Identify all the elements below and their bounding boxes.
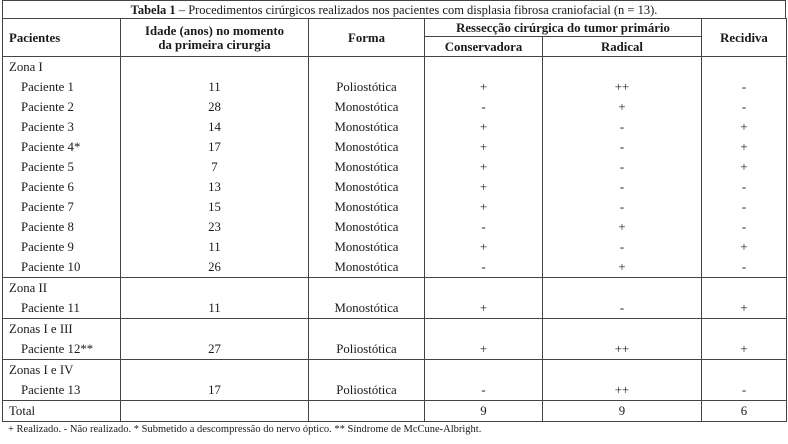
group-row [3, 360, 787, 381]
cell-forma: Poliostótica [309, 339, 425, 360]
cell-radical: ++ [543, 380, 702, 401]
cell-idade: 28 [121, 97, 309, 117]
empty-cell [702, 278, 787, 299]
group-label: Zonas I e IV [3, 360, 121, 381]
cell-radical: - [543, 117, 702, 137]
cell-conservadora: + [425, 237, 543, 257]
cell-conservadora: - [425, 97, 543, 117]
cell-idade: 14 [121, 117, 309, 137]
group-label: Zona I [3, 57, 121, 78]
empty-cell [425, 360, 543, 381]
table-row [3, 298, 787, 319]
table-row [3, 257, 787, 278]
table-row [3, 339, 787, 360]
empty-cell [309, 401, 425, 422]
cell-idade: 15 [121, 197, 309, 217]
caption-text: – Procedimentos cirúrgicos realizados nos pacientes com displasia fibrosa craniofacial (n = 13). [175, 3, 658, 17]
empty-cell [309, 57, 425, 78]
cell-radical: + [543, 257, 702, 278]
cell-forma: Monostótica [309, 157, 425, 177]
group-row [3, 319, 787, 340]
cell-forma: Monostótica [309, 217, 425, 237]
total-recidiva: 6 [702, 401, 787, 422]
cell-conservadora: - [425, 380, 543, 401]
cell-recidiva: + [702, 298, 787, 319]
cell-idade: 17 [121, 137, 309, 157]
table-row [3, 77, 787, 97]
cell-radical: - [543, 137, 702, 157]
cell-conservadora: + [425, 177, 543, 197]
cell-recidiva: - [702, 217, 787, 237]
total-label: Total [3, 401, 121, 422]
cell-radical: - [543, 197, 702, 217]
cell-conservadora: - [425, 217, 543, 237]
cell-conservadora: + [425, 157, 543, 177]
cell-conservadora: + [425, 77, 543, 97]
empty-cell [309, 319, 425, 340]
empty-cell [543, 360, 702, 381]
cell-recidiva: + [702, 157, 787, 177]
patient-name: Paciente 10 [3, 257, 121, 278]
patient-name: Paciente 4* [3, 137, 121, 157]
cell-forma: Monostótica [309, 257, 425, 278]
cell-radical: - [543, 157, 702, 177]
cell-forma: Monostótica [309, 298, 425, 319]
cell-forma: Monostótica [309, 237, 425, 257]
cell-radical: ++ [543, 77, 702, 97]
cell-radical: ++ [543, 339, 702, 360]
empty-cell [121, 360, 309, 381]
cell-idade: 11 [121, 77, 309, 97]
cell-idade: 27 [121, 339, 309, 360]
empty-cell [702, 360, 787, 381]
cell-recidiva: - [702, 177, 787, 197]
total-radical: 9 [543, 401, 702, 422]
cell-conservadora: - [425, 257, 543, 278]
table-row [3, 217, 787, 237]
header-idade [121, 19, 309, 57]
group-row [3, 278, 787, 299]
patient-name: Paciente 5 [3, 157, 121, 177]
cell-idade: 17 [121, 380, 309, 401]
table-row [3, 157, 787, 177]
empty-cell [121, 401, 309, 422]
patient-name: Paciente 9 [3, 237, 121, 257]
cell-recidiva: + [702, 117, 787, 137]
empty-cell [121, 278, 309, 299]
table-row [3, 117, 787, 137]
cell-conservadora: + [425, 137, 543, 157]
empty-cell [702, 57, 787, 78]
cell-idade: 13 [121, 177, 309, 197]
header-forma: Forma [309, 19, 425, 57]
empty-cell [121, 319, 309, 340]
patient-name: Paciente 12** [3, 339, 121, 360]
procedures-table [2, 18, 787, 422]
cell-conservadora: + [425, 117, 543, 137]
table-row [3, 137, 787, 157]
cell-forma: Poliostótica [309, 77, 425, 97]
header-pacientes: Pacientes [3, 19, 121, 57]
empty-cell [425, 57, 543, 78]
cell-forma: Monostótica [309, 117, 425, 137]
cell-recidiva: - [702, 77, 787, 97]
cell-radical: - [543, 298, 702, 319]
cell-recidiva: + [702, 137, 787, 157]
header-conservadora: Conservadora [425, 37, 543, 57]
table-row [3, 177, 787, 197]
group-label: Zona II [3, 278, 121, 299]
group-row [3, 57, 787, 78]
cell-forma: Monostótica [309, 197, 425, 217]
empty-cell [702, 319, 787, 340]
total-row [3, 401, 787, 422]
total-conservadora: 9 [425, 401, 543, 422]
cell-forma: Monostótica [309, 137, 425, 157]
cell-radical: + [543, 97, 702, 117]
patient-name: Paciente 8 [3, 217, 121, 237]
cell-radical: + [543, 217, 702, 237]
cell-recidiva: + [702, 339, 787, 360]
table-row [3, 97, 787, 117]
cell-radical: - [543, 237, 702, 257]
empty-cell [543, 319, 702, 340]
cell-radical: - [543, 177, 702, 197]
group-label: Zonas I e III [3, 319, 121, 340]
empty-cell [309, 360, 425, 381]
table-footnote: + Realizado. - Não realizado. * Submetido a descompressão do nervo óptico. ** Síndrome de McCune-Albright. [8, 424, 482, 435]
header-recidiva: Recidiva [702, 19, 787, 57]
empty-cell [121, 57, 309, 78]
patient-name: Paciente 2 [3, 97, 121, 117]
header-idade-line2: da primeira cirurgia [158, 37, 271, 52]
empty-cell [543, 57, 702, 78]
empty-cell [425, 278, 543, 299]
cell-idade: 23 [121, 217, 309, 237]
cell-idade: 11 [121, 237, 309, 257]
patient-name: Paciente 6 [3, 177, 121, 197]
header-resseccao: Ressecção cirúrgica do tumor primário [425, 19, 702, 37]
table-row [3, 237, 787, 257]
table-body [3, 57, 787, 422]
cell-recidiva: - [702, 97, 787, 117]
patient-name: Paciente 3 [3, 117, 121, 137]
cell-forma: Poliostótica [309, 380, 425, 401]
caption-label: Tabela 1 [130, 3, 176, 17]
patient-name: Paciente 7 [3, 197, 121, 217]
cell-conservadora: + [425, 197, 543, 217]
cell-recidiva: + [702, 237, 787, 257]
cell-recidiva: - [702, 197, 787, 217]
table-container [2, 0, 786, 438]
patient-name: Paciente 1 [3, 77, 121, 97]
table-caption [2, 0, 786, 18]
header-idade-line1: Idade (anos) no momento [145, 23, 284, 38]
header-radical: Radical [543, 37, 702, 57]
cell-idade: 26 [121, 257, 309, 278]
cell-conservadora: + [425, 339, 543, 360]
cell-forma: Monostótica [309, 97, 425, 117]
table-row [3, 380, 787, 401]
cell-recidiva: - [702, 380, 787, 401]
empty-cell [543, 278, 702, 299]
cell-forma: Monostótica [309, 177, 425, 197]
cell-idade: 7 [121, 157, 309, 177]
empty-cell [309, 278, 425, 299]
table-row [3, 197, 787, 217]
patient-name: Paciente 13 [3, 380, 121, 401]
cell-conservadora: + [425, 298, 543, 319]
cell-recidiva: - [702, 257, 787, 278]
patient-name: Paciente 11 [3, 298, 121, 319]
empty-cell [425, 319, 543, 340]
cell-idade: 11 [121, 298, 309, 319]
